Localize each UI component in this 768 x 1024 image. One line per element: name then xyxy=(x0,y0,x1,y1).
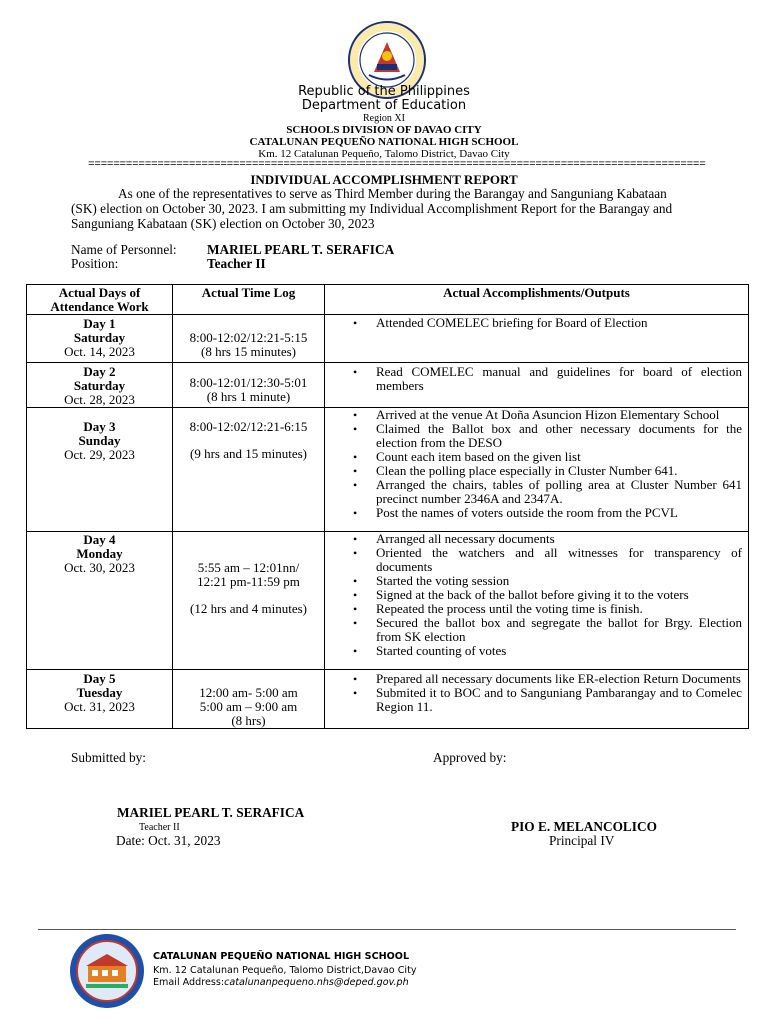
header-republic: Republic of the Philippines xyxy=(298,84,470,99)
footer-divider xyxy=(38,929,736,930)
row-duration: (8 hrs) xyxy=(231,713,266,728)
name-value: MARIEL PEARL T. SERAFICA xyxy=(207,242,395,257)
list-item: • Claimed the Ballot box and other necessary documents for the election from the DESO xyxy=(376,422,742,450)
approver-title: Principal IV xyxy=(549,833,615,848)
footer-address: Km. 12 Catalunan Pequeño, Talomo District,Davao City xyxy=(153,965,417,976)
row-day: Day 5 xyxy=(83,671,116,686)
row-day: Day 2 xyxy=(83,364,116,379)
row-weekday: Sunday xyxy=(78,433,121,448)
header-region: Region XI xyxy=(363,113,405,124)
table-row xyxy=(27,315,749,363)
row-weekday: Saturday xyxy=(73,378,126,393)
list-item: • Post the names of voters outside the room from the PCVL xyxy=(376,506,742,520)
column-header-days: Actual Days of Attendance Work xyxy=(27,285,173,315)
list-item: • Arranged all necessary documents xyxy=(376,532,742,546)
row-time: 12:00 am- 5:00 am xyxy=(199,685,298,700)
list-item: • Started the voting session xyxy=(376,574,742,588)
list-item: • Oriented the watchers and all witnesses for transparency of documents xyxy=(376,546,742,574)
list-item: • Read COMELEC manual and guidelines for board of election members xyxy=(376,365,742,393)
row-time: 8:00-12:02/12:21-5:15 xyxy=(189,330,308,345)
row-weekday: Saturday xyxy=(73,330,126,345)
row-weekday: Tuesday xyxy=(76,685,123,700)
list-item: • Secured the ballot box and segregate the ballot for Brgy. Election from SK election xyxy=(376,616,742,644)
list-item: • Prepared all necessary documents like ER-election Return Documents xyxy=(376,672,742,686)
position-label: Position: xyxy=(71,256,119,271)
row-time: 8:00-12:02/12:21-6:15 xyxy=(189,419,308,434)
row-duration: (8 hrs 15 minutes) xyxy=(201,344,296,359)
approved-by-label: Approved by: xyxy=(433,750,507,765)
list-item: • Attended COMELEC briefing for Board of Election xyxy=(376,316,742,330)
header-department: Department of Education xyxy=(301,98,467,113)
list-item: • Repeated the process until the voting time is finish. xyxy=(376,602,742,616)
approver-name: PIO E. MELANCOLICO xyxy=(511,819,657,834)
row-time: 5:55 am – 12:01nn/ xyxy=(197,560,300,575)
row-date: Oct. 31, 2023 xyxy=(64,699,135,714)
table-row xyxy=(27,408,749,532)
intro-line-3: Sanguniang Kabataan (SK) election on October 30, 2023 xyxy=(71,216,375,231)
row-date: Oct. 14, 2023 xyxy=(64,344,135,359)
school-logo xyxy=(68,932,146,1010)
list-item: • Arrived at the venue At Doña Asuncion Hizon Elementary School xyxy=(376,408,742,422)
row-day: Day 4 xyxy=(83,532,116,547)
row-day: Day 3 xyxy=(83,419,116,434)
row-date: Oct. 29, 2023 xyxy=(64,447,135,462)
footer-email-label: Email Address: xyxy=(153,977,225,988)
name-label: Name of Personnel: xyxy=(71,242,177,257)
list-item: • Clean the polling place especially in Cluster Number 641. xyxy=(376,464,742,478)
row-time-2: 12:21 pm-11:59 pm xyxy=(197,574,300,589)
row-duration: (8 hrs 1 minute) xyxy=(206,389,291,404)
submitter-title: Teacher II xyxy=(139,822,180,833)
submit-date: Date: Oct. 31, 2023 xyxy=(116,833,221,848)
position-value: Teacher II xyxy=(207,256,266,271)
table-header-row xyxy=(27,285,749,315)
header-division: SCHOOLS DIVISION OF DAVAO CITY xyxy=(286,124,482,136)
header-address: Km. 12 Catalunan Pequeño, Talomo District, Davao City xyxy=(258,148,510,160)
table-row xyxy=(27,532,749,670)
row-date: Oct. 30, 2023 xyxy=(64,560,135,575)
row-time: 8:00-12:01/12:30-5:01 xyxy=(189,375,308,390)
header-separator: ================================================================================================== xyxy=(88,159,706,171)
column-header-time: Actual Time Log xyxy=(173,285,325,315)
intro-line-1: As one of the representatives to serve as Third Member during the Barangay and Sanguniang Kabataan xyxy=(118,186,667,201)
table-row xyxy=(27,363,749,408)
intro-line-2: (SK) election on October 30, 2023. I am submitting my Individual Accomplishment Report for the Barangay and xyxy=(71,201,673,216)
row-day: Day 1 xyxy=(83,316,116,331)
column-header-accomplishments: Actual Accomplishments/Outputs xyxy=(325,285,749,315)
table-row xyxy=(27,670,749,729)
list-item: • Submited it to BOC and to Sanguniang Pambarangay and to Comelec Region 11. xyxy=(376,686,742,714)
row-duration: (12 hrs and 4 minutes) xyxy=(190,601,307,616)
list-item: • Arranged the chairs, tables of polling area at Cluster Number 641 precinct number 2346A and 2347A. xyxy=(376,478,742,506)
footer-email-line xyxy=(153,977,409,988)
list-item: • Started counting of votes xyxy=(376,644,742,658)
submitter-name: MARIEL PEARL T. SERAFICA xyxy=(117,805,305,820)
list-item: • Signed at the back of the ballot before giving it to the voters xyxy=(376,588,742,602)
report-title: INDIVIDUAL ACCOMPLISHMENT REPORT xyxy=(250,172,518,187)
row-time-2: 5:00 am – 9:00 am xyxy=(199,699,298,714)
list-item: • Count each item based on the given list xyxy=(376,450,742,464)
row-weekday: Monday xyxy=(76,546,123,561)
footer-school: CATALUNAN PEQUEÑO NATIONAL HIGH SCHOOL xyxy=(153,951,410,962)
row-date: Oct. 28, 2023 xyxy=(64,392,135,407)
row-duration: (9 hrs and 15 minutes) xyxy=(190,446,307,461)
footer-email: catalunanpequeno.nhs@deped.gov.ph xyxy=(224,977,409,988)
accomplishment-table xyxy=(26,284,749,729)
header-school: CATALUNAN PEQUEÑO NATIONAL HIGH SCHOOL xyxy=(249,136,519,148)
submitted-by-label: Submitted by: xyxy=(71,750,146,765)
